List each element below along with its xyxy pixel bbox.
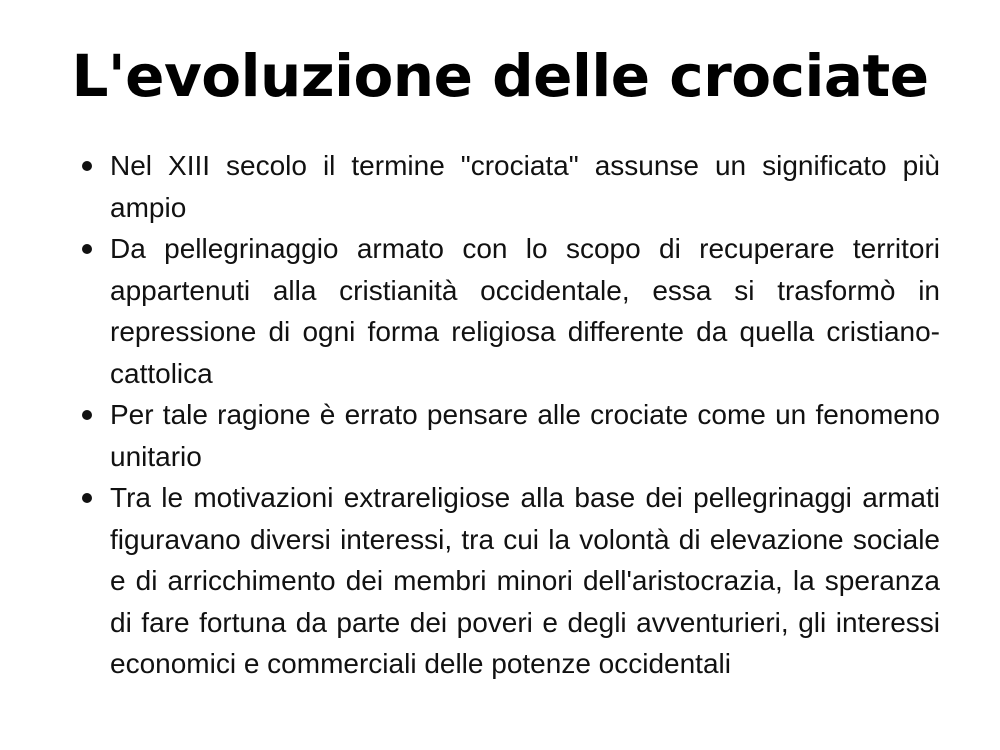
slide-title: L'evoluzione delle crociate [71, 42, 929, 110]
bullet-dot-icon [82, 161, 92, 171]
bullet-list [80, 145, 940, 685]
bullet-dot-icon [82, 410, 92, 420]
bullet-item [80, 477, 940, 685]
bullet-dot-icon [82, 244, 92, 254]
bullet-dot-icon [82, 493, 92, 503]
bullet-item [80, 228, 940, 394]
bullet-item [80, 394, 940, 477]
bullet-text: Tra le motivazioni extrareligiose alla base dei pellegrinaggi armati figuravano diversi interessi, tra cui la volontà di elevazione sociale e di arricchimento dei membri minori dell'aristocrazia, la speranza di fare fortuna da parte dei poveri e degli avventurieri, gli interessi economici e commerciali delle potenze occidentali [110, 482, 940, 679]
bullet-item [80, 145, 940, 228]
bullet-text: Nel XIII secolo il termine "crociata" assunse un significato più ampio [110, 150, 940, 223]
bullet-text: Per tale ragione è errato pensare alle crociate come un fenomeno unitario [110, 399, 940, 472]
bullet-text: Da pellegrinaggio armato con lo scopo di recuperare territori appartenuti alla cristianità occidentale, essa si trasformò in repressione di ogni forma religiosa differente da quella cristiano-cattolica [110, 233, 940, 389]
